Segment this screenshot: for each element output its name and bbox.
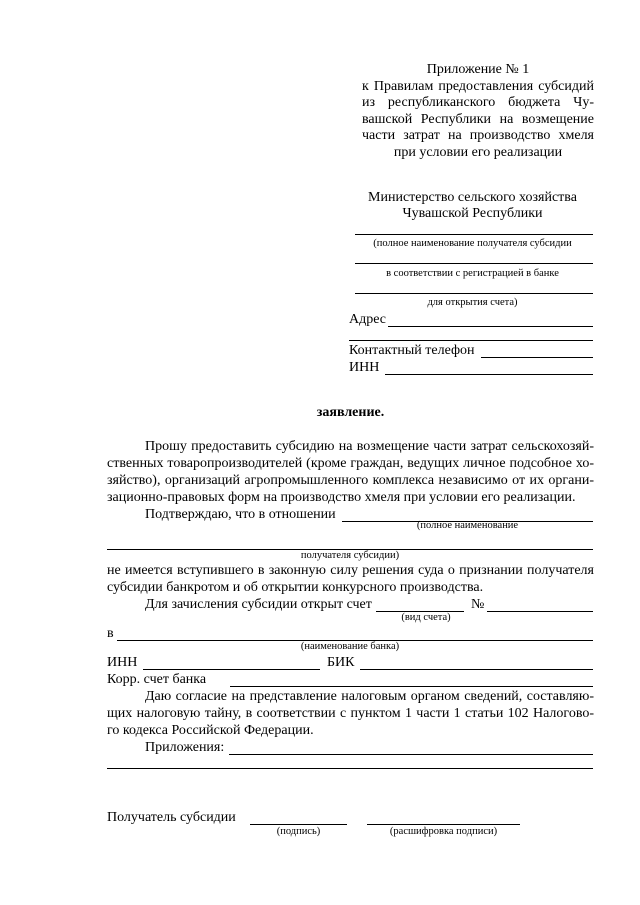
account-number-field[interactable]	[487, 611, 593, 612]
paragraph-line: не имеется вступившего в законную силу решения суда о признании получателя	[107, 563, 594, 578]
caption-recipient: получателя субсидии)	[300, 550, 400, 561]
number-sign: №	[471, 597, 485, 612]
annex-line: вашской Республики на возмещение	[362, 111, 594, 127]
phone-label: Контактный телефон	[349, 343, 475, 358]
annex-line: части затрат на производство хмеля	[362, 128, 594, 143]
attachments-field-2[interactable]	[107, 768, 593, 769]
account-label: Для зачисления субсидии открыт счет	[145, 597, 372, 612]
recipient-name-line-3[interactable]	[355, 293, 593, 294]
attachments-label: Приложения:	[145, 740, 225, 755]
caption-signature: (подпись)	[276, 826, 321, 837]
ministry-line: Министерство сельского хозяйства	[368, 190, 577, 205]
paragraph-line: зационно-правовых форм на производство хмеля при условии его реализации.	[107, 490, 576, 505]
corr-account-label: Корр. счет банка	[107, 672, 207, 687]
paragraph-line: зяйство), организаций агропромышленного комплекса независимо от их органи-	[107, 473, 594, 488]
recipient-name-line-2[interactable]	[355, 263, 593, 264]
paragraph-line: го кодекса Российской Федерации.	[107, 723, 314, 738]
bik-label: БИК	[327, 655, 355, 670]
attachments-field[interactable]	[229, 754, 593, 755]
ministry-name	[350, 190, 595, 222]
address-field[interactable]	[388, 326, 593, 327]
caption-full-name: (полное наименование получателя субсидии	[373, 238, 572, 249]
bank-inn-field[interactable]	[143, 669, 320, 670]
annex-header	[362, 62, 594, 161]
document-heading: заявление.	[316, 405, 385, 420]
signature-decoding-field[interactable]	[367, 824, 520, 825]
inn-label: ИНН	[349, 360, 380, 375]
caption-open-account: для открытия счета)	[427, 297, 518, 308]
caption-bank-name: (наименование банка)	[300, 641, 400, 652]
annex-line: к Правилам предоставления субсидий	[362, 78, 594, 94]
inn-field[interactable]	[385, 374, 593, 375]
annex-line: при условии его реализации	[393, 144, 563, 160]
caption-account-type: (вид счета)	[401, 612, 451, 623]
caption-bank-registration: в соответствии с регистрацией в банке	[386, 268, 559, 279]
paragraph-line: ственных товаропроизводителей (кроме граждан, ведущих личное подсобное хо-	[107, 456, 594, 471]
bank-inn-label: ИНН	[107, 655, 138, 670]
ministry-line: Чувашской Республики	[402, 206, 543, 221]
paragraph-line: Даю согласие на представление налоговым органом сведений, составляю-	[145, 689, 594, 704]
annex-line: из республиканского бюджета Чу-	[362, 95, 594, 110]
annex-title: Приложение № 1	[426, 62, 530, 77]
paragraph-line: Прошу предоставить субсидию на возмещение части затрат сельскохозяй-	[145, 439, 594, 454]
address-label: Адрес	[349, 312, 387, 327]
in-label: в	[107, 626, 114, 641]
recipient-name-line-1[interactable]	[355, 234, 593, 235]
address-field-2[interactable]	[349, 340, 593, 341]
caption-signature-decoding: (расшифровка подписи)	[389, 826, 498, 837]
paragraph-line: щих налоговую тайну, в соответствии с пунктом 1 части 1 статьи 102 Налогово-	[107, 706, 594, 721]
corr-account-field[interactable]	[230, 686, 593, 687]
bik-field[interactable]	[360, 669, 593, 670]
paragraph-line: субсидии банкротом и об открытии конкурсного производства.	[107, 580, 484, 595]
signature-field[interactable]	[250, 824, 347, 825]
caption-full-name-2: (полное наименование	[416, 520, 519, 531]
confirm-label: Подтверждаю, что в отношении	[145, 507, 336, 522]
recipient-label: Получатель субсидии	[107, 810, 236, 825]
phone-field[interactable]	[481, 357, 593, 358]
